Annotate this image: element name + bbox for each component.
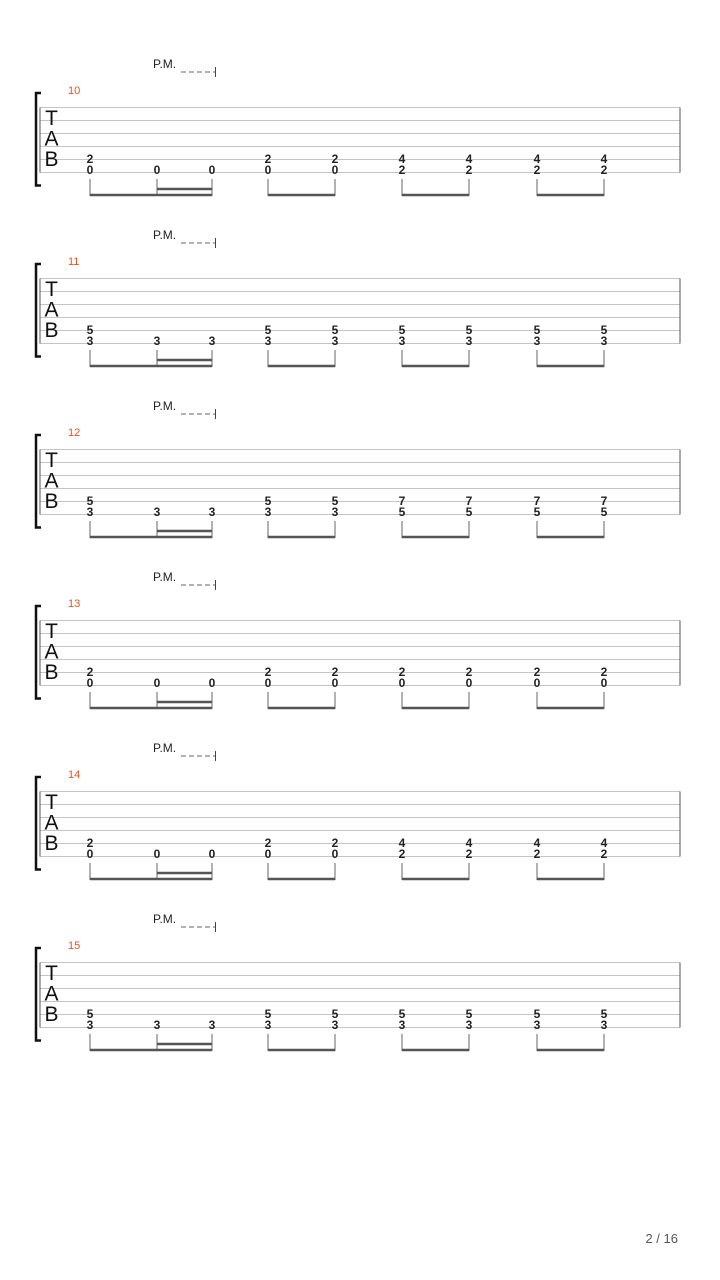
fret-number: 0 (86, 163, 94, 177)
fret-number: 5 (331, 323, 339, 337)
tab-clef-letter: A (44, 640, 59, 664)
fret-number: 5 (86, 1007, 94, 1021)
tab-clef-letter: B (44, 148, 59, 171)
palm-mute-label: P.M. (153, 399, 177, 413)
tab-clef-letter: A (44, 982, 59, 1006)
fret-number: 2 (465, 665, 473, 679)
fret-number: 3 (264, 334, 272, 348)
tab-clef-letter: T (45, 791, 58, 814)
tab-system (36, 570, 680, 709)
palm-mute-label: P.M. (153, 570, 177, 584)
fret-number: 2 (600, 163, 608, 177)
fret-number: 5 (86, 494, 94, 508)
fret-number: 0 (264, 676, 272, 690)
fret-number: 3 (208, 334, 216, 348)
fret-number: 5 (331, 494, 339, 508)
fret-number: 0 (153, 676, 161, 690)
fret-number: 0 (398, 676, 406, 690)
fret-number: 3 (398, 334, 406, 348)
fret-number: 5 (398, 323, 406, 337)
fret-number: 3 (86, 505, 94, 519)
fret-number: 3 (153, 334, 161, 348)
palm-mute-label: P.M. (153, 228, 177, 242)
fret-number: 2 (533, 847, 541, 861)
fret-number: 0 (208, 676, 216, 690)
fret-number: 2 (465, 163, 473, 177)
fret-number: 2 (533, 163, 541, 177)
measure-number: 12 (68, 427, 81, 439)
fret-number: 3 (86, 334, 94, 348)
fret-number: 0 (533, 676, 541, 690)
tab-clef-letter: T (45, 962, 58, 985)
fret-number: 0 (264, 163, 272, 177)
fret-number: 4 (533, 836, 541, 850)
tab-clef-letter: B (44, 832, 59, 855)
tab-clef-letter: A (44, 469, 59, 493)
measure-number: 13 (68, 598, 81, 610)
tab-system (36, 399, 680, 538)
fret-number: 0 (153, 847, 161, 861)
fret-number: 0 (153, 163, 161, 177)
fret-number: 0 (208, 847, 216, 861)
palm-mute-label: P.M. (153, 912, 177, 926)
fret-number: 5 (600, 505, 608, 519)
tab-clef-letter: T (45, 449, 58, 472)
fret-number: 3 (86, 1018, 94, 1032)
fret-number: 3 (600, 1018, 608, 1032)
fret-number: 4 (465, 836, 473, 850)
fret-number: 0 (331, 163, 339, 177)
fret-number: 2 (86, 152, 94, 166)
tab-clef-letter: A (44, 127, 59, 151)
fret-number: 5 (465, 505, 473, 519)
palm-mute-label: P.M. (153, 741, 177, 755)
fret-number: 2 (264, 836, 272, 850)
fret-number: 2 (398, 665, 406, 679)
fret-number: 3 (600, 334, 608, 348)
fret-number: 3 (533, 1018, 541, 1032)
fret-number: 2 (86, 836, 94, 850)
fret-number: 2 (398, 847, 406, 861)
fret-number: 3 (153, 505, 161, 519)
fret-number: 3 (465, 334, 473, 348)
fret-number: 5 (398, 1007, 406, 1021)
fret-number: 0 (86, 676, 94, 690)
tab-clef-letter: A (44, 811, 59, 835)
page-indicator: 2 / 16 (645, 1231, 678, 1246)
fret-number: 0 (600, 676, 608, 690)
fret-number: 3 (264, 505, 272, 519)
fret-number: 4 (600, 152, 608, 166)
fret-number: 7 (465, 494, 473, 508)
tab-clef-letter: T (45, 278, 58, 301)
fret-number: 5 (86, 323, 94, 337)
fret-number: 4 (600, 836, 608, 850)
fret-number: 4 (465, 152, 473, 166)
fret-number: 0 (465, 676, 473, 690)
fret-number: 5 (600, 1007, 608, 1021)
fret-number: 2 (331, 152, 339, 166)
measure-number: 10 (68, 85, 81, 97)
tab-clef-letter: A (44, 298, 59, 322)
palm-mute-label: P.M. (153, 57, 177, 71)
measure-number: 11 (68, 256, 80, 268)
fret-number: 3 (331, 505, 339, 519)
fret-number: 2 (398, 163, 406, 177)
fret-number: 2 (533, 665, 541, 679)
fret-number: 3 (465, 1018, 473, 1032)
fret-number: 5 (331, 1007, 339, 1021)
fret-number: 3 (533, 334, 541, 348)
fret-number: 3 (208, 505, 216, 519)
tab-clef-letter: B (44, 661, 59, 684)
tab-system (36, 741, 680, 880)
measure-number: 14 (68, 769, 81, 781)
fret-number: 3 (331, 1018, 339, 1032)
fret-number: 2 (465, 847, 473, 861)
fret-number: 3 (398, 1018, 406, 1032)
tab-clef-letter: B (44, 1003, 59, 1026)
fret-number: 4 (398, 836, 406, 850)
fret-number: 3 (153, 1018, 161, 1032)
fret-number: 0 (331, 676, 339, 690)
fret-number: 0 (331, 847, 339, 861)
fret-number: 5 (398, 505, 406, 519)
fret-number: 5 (465, 323, 473, 337)
fret-number: 2 (264, 152, 272, 166)
fret-number: 2 (600, 665, 608, 679)
fret-number: 5 (533, 1007, 541, 1021)
tab-clef-letter: T (45, 107, 58, 130)
measure-number: 15 (68, 940, 81, 952)
fret-number: 2 (264, 665, 272, 679)
fret-number: 5 (600, 323, 608, 337)
fret-number: 2 (86, 665, 94, 679)
fret-number: 0 (264, 847, 272, 861)
fret-number: 0 (208, 163, 216, 177)
tab-clef-letter: T (45, 620, 58, 643)
fret-number: 2 (600, 847, 608, 861)
fret-number: 2 (331, 665, 339, 679)
fret-number: 0 (86, 847, 94, 861)
fret-number: 5 (264, 323, 272, 337)
tab-clef-letter: B (44, 490, 59, 513)
fret-number: 7 (533, 494, 541, 508)
tab-system (36, 912, 680, 1051)
fret-number: 7 (398, 494, 406, 508)
fret-number: 7 (600, 494, 608, 508)
tab-system (36, 57, 680, 196)
fret-number: 4 (533, 152, 541, 166)
tab-clef-letter: B (44, 319, 59, 342)
fret-number: 4 (398, 152, 406, 166)
fret-number: 3 (264, 1018, 272, 1032)
fret-number: 5 (533, 323, 541, 337)
fret-number: 3 (208, 1018, 216, 1032)
fret-number: 5 (264, 494, 272, 508)
fret-number: 5 (264, 1007, 272, 1021)
fret-number: 3 (331, 334, 339, 348)
fret-number: 5 (533, 505, 541, 519)
fret-number: 2 (331, 836, 339, 850)
fret-number: 5 (465, 1007, 473, 1021)
tab-system (36, 228, 680, 367)
